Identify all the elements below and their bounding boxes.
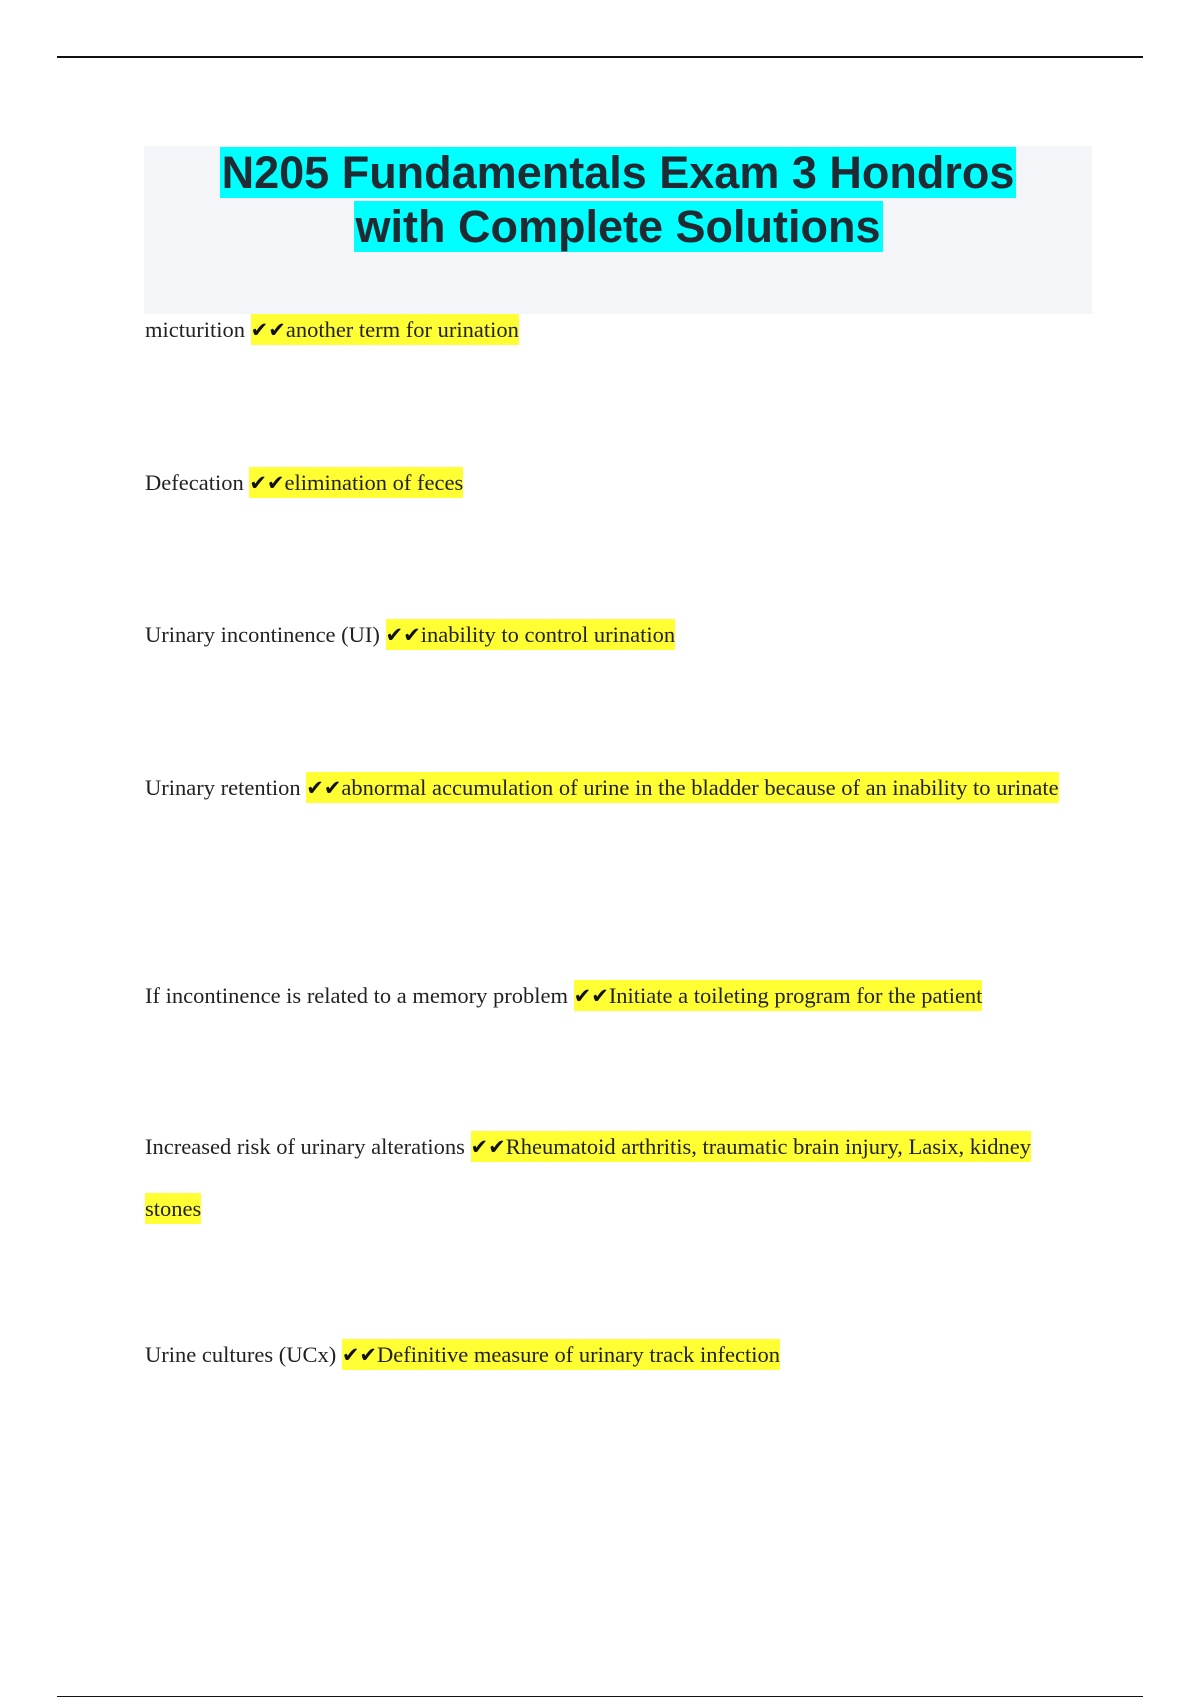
entry-answer-highlight xyxy=(386,619,676,650)
entry-term: Urinary incontinence (UI) xyxy=(145,622,386,647)
qa-entry-risk-urinary-alterations xyxy=(145,1116,1075,1239)
entry-answer: abnormal accumulation of urine in the bladder because of an inability to urinate xyxy=(341,775,1059,800)
entry-answer-highlight xyxy=(342,1339,780,1370)
entry-answer: another term for urination xyxy=(285,317,519,342)
qa-entry-urinary-retention xyxy=(145,757,1075,819)
top-rule xyxy=(57,56,1143,58)
title-banner xyxy=(144,146,1092,314)
entry-term: micturition xyxy=(145,317,251,342)
bottom-rule xyxy=(57,1696,1143,1697)
qa-entry-defecation xyxy=(145,452,1075,514)
entry-answer-highlight xyxy=(249,467,463,498)
entry-answer-highlight xyxy=(574,980,983,1011)
title-line-1 xyxy=(144,146,1092,200)
entry-answer: Initiate a toileting program for the patient xyxy=(608,983,983,1008)
entry-answer: inability to control urination xyxy=(420,622,676,647)
entry-term: If incontinence is related to a memory problem xyxy=(145,983,574,1008)
entry-answer: elimination of feces xyxy=(284,470,464,495)
entry-answer: Definitive measure of urinary track infection xyxy=(377,1342,780,1367)
double-check-icon: ✔✔ xyxy=(341,1343,378,1367)
qa-entry-micturition xyxy=(145,299,1075,361)
entry-answer-highlight xyxy=(251,314,519,345)
entry-term: Increased risk of urinary alterations xyxy=(145,1134,471,1159)
double-check-icon: ✔✔ xyxy=(306,776,342,800)
double-check-icon: ✔✔ xyxy=(385,623,421,647)
entry-answer-highlight xyxy=(306,772,1058,803)
entry-term: Defecation xyxy=(145,470,250,495)
entry-term: Urinary retention xyxy=(145,775,307,800)
entry-term: Urine cultures (UCx) xyxy=(145,1342,342,1367)
double-check-icon: ✔✔ xyxy=(470,1135,506,1159)
title-text-2: with Complete Solutions xyxy=(355,201,881,252)
double-check-icon: ✔✔ xyxy=(250,318,286,342)
qa-entry-urinary-incontinence xyxy=(145,604,1075,666)
entry-answer: Rheumatoid arthritis, traumatic brain injury, Lasix, kidney stones xyxy=(145,1134,1031,1221)
qa-entry-urine-cultures xyxy=(145,1324,1075,1386)
title-text-1: N205 Fundamentals Exam 3 Hondros xyxy=(221,147,1015,198)
double-check-icon: ✔✔ xyxy=(249,471,285,495)
title-line-2 xyxy=(144,200,1092,254)
double-check-icon: ✔✔ xyxy=(573,984,609,1008)
qa-entry-memory-problem xyxy=(145,965,1075,1027)
